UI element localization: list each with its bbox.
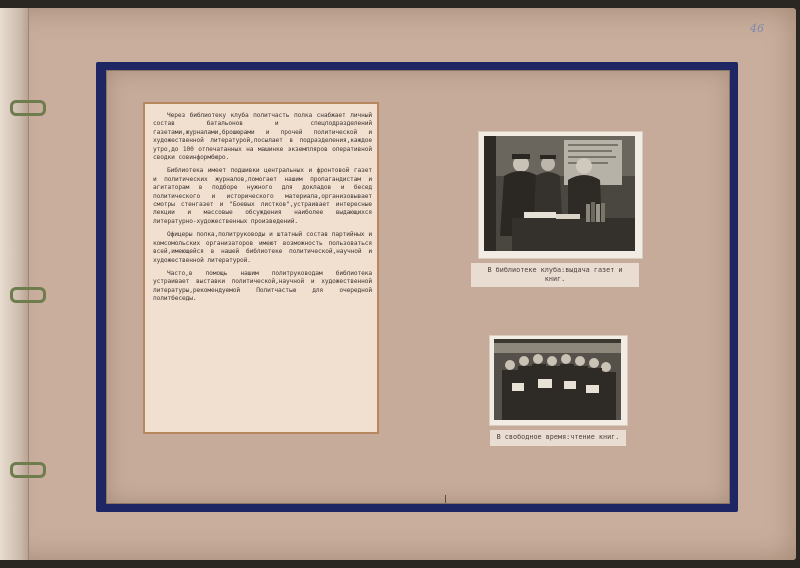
mount-seam xyxy=(445,495,446,503)
photo-library-issuing xyxy=(484,136,635,251)
binding-ring-icon xyxy=(10,287,46,303)
photo-reading-books xyxy=(494,339,621,420)
binding-ring-icon xyxy=(10,100,46,116)
binding-ring-icon xyxy=(10,462,46,478)
photo-caption-reading: В свободное время:чтение книг. xyxy=(490,430,626,446)
photo-library-image xyxy=(484,136,635,251)
text-paragraph: Через библиотеку клуба политчасть полка снабжает личный состав батальонов и спецподразделений газетами,журналами,брошюрами и прочей политической и художественной литературой,посылает в подразделения,каждое утро,до 100 отпечатанных на машинке экземпляров оперативной сводки совинформбюро. xyxy=(153,112,372,162)
text-paragraph: Часто,в помощь нашим политруководам библиотека устраивает выставки политической,научной и художественной литературы,рекомендуемой Политчастью для очередной политбеседы. xyxy=(153,269,372,303)
photo-reading-image xyxy=(494,339,621,420)
text-paragraph: Библиотека имеет подшивки центральных и фронтовой газет и политических журналов,помогает нашим пропагандистам и агитаторам в подборе нужного для докладов и бесед политического и исторического материала,организовывает смотры стенгазет и "Боевых листков",устраивает интересные лекции и массовые обсуждения наиболее выдающихся литературно-художественных произведений. xyxy=(153,167,372,225)
photo-caption-library: В библиотеке клуба:выдача газет и книг. xyxy=(471,263,639,287)
typewritten-text-sheet xyxy=(143,102,379,434)
page-number: 46 xyxy=(750,22,764,35)
text-paragraph: Офицеры полка,политруководы и штатный состав партийных и комсомольских организаторов имеют возможность пользоваться всей,имеющейся в нашей библиотеке политической,научной и художественной литературой. xyxy=(153,231,372,264)
